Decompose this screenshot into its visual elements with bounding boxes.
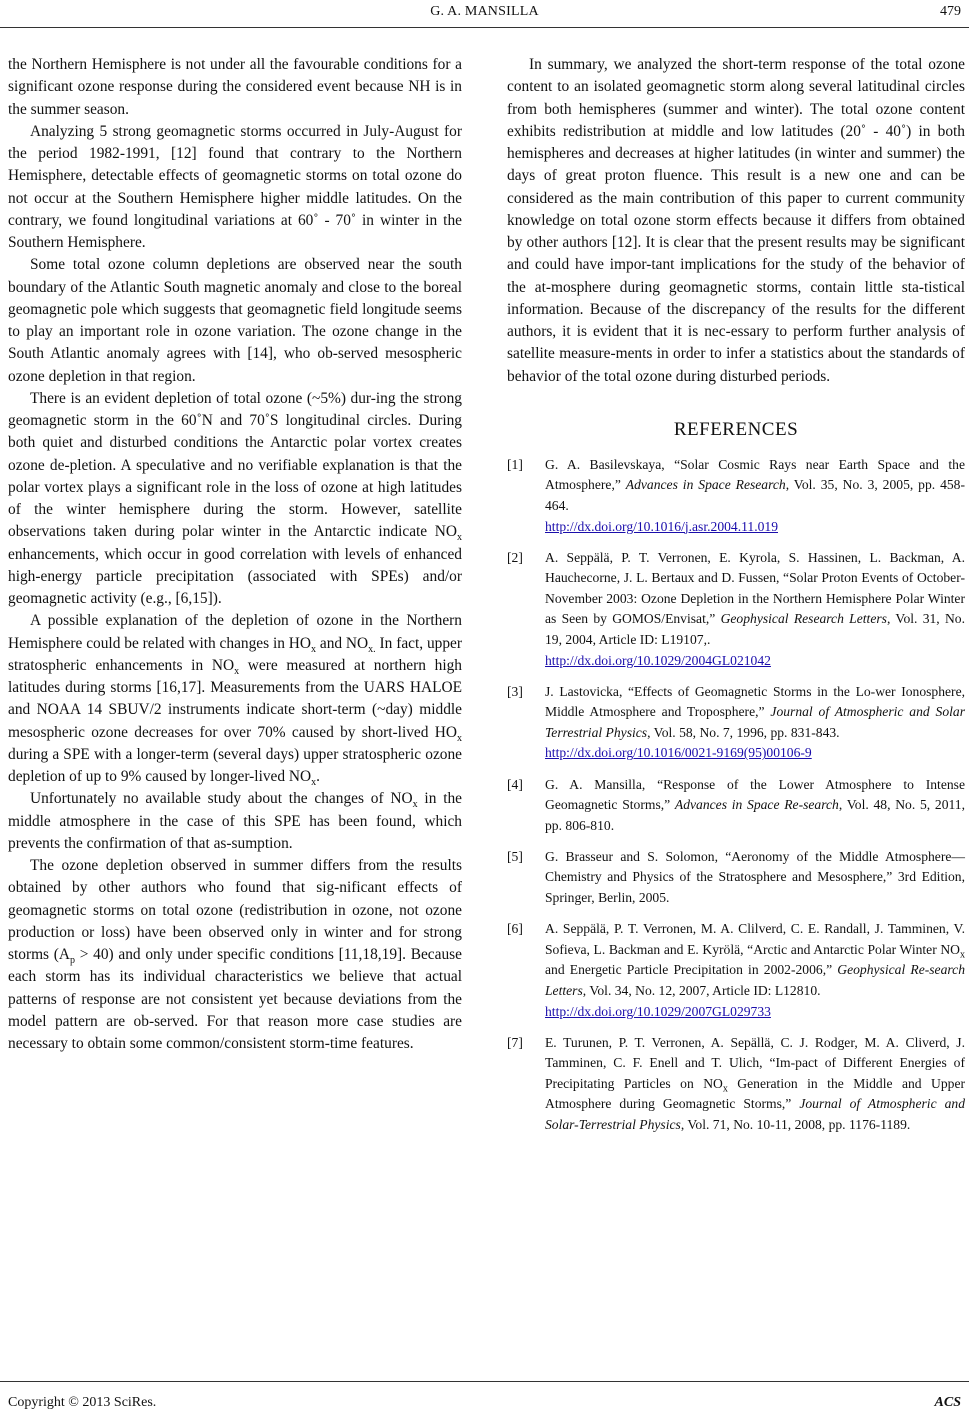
- reference-subscript: x: [722, 1083, 728, 1095]
- reference-authors-title: A. Seppälä, P. T. Verronen, M. A. Clilverd, C. E. Randall, J. Tamminen, V. Sofieva, L. Backman and E. Kyrölä, “Arctic and Antarctic Polar Winter NO: [545, 921, 965, 957]
- page-footer: [0, 1381, 969, 1415]
- page-header: [0, 0, 969, 30]
- header-rule: [0, 27, 969, 28]
- reference-item: [507, 548, 965, 672]
- reference-number: [7]: [507, 1034, 523, 1050]
- reference-number: [6]: [507, 921, 523, 937]
- reference-text: [545, 548, 965, 672]
- running-author: G. A. MANSILLA: [430, 4, 539, 19]
- reference-doi-link[interactable]: http://dx.doi.org/10.1016/0021-9169(95)00106-9: [545, 745, 812, 761]
- reference-text: [545, 775, 965, 837]
- reference-details: , Vol. 34, No. 12, 2007, Article ID: L12810.: [582, 982, 821, 998]
- reference-number: [5]: [507, 848, 523, 864]
- reference-text: [545, 847, 965, 909]
- reference-details: , Vol. 58, No. 7, 1996, pp. 831-843.: [647, 724, 840, 740]
- references-heading: REFERENCES: [673, 418, 799, 440]
- reference-journal: Journal of Atmospheric and Solar-Terrestrial Physics: [545, 1096, 965, 1132]
- paragraph: The ozone depletion observed in summer differs from the results obtained by other authors who found that sig-nificant effects of geomagnetic storms on total ozone (redistribution in ozone, not ozone production or loss) have been observed only in winter and for strong storms $(A_p > 40)$ and only under specific conditions [11,18,19]. Because each storm has its individual characteristics we believe that actual patterns of response are not consistent yet because deviations from the model pattern are ob-served. For that reason more case studies are necessary to obtain some common/consistent storm-time features.: [8, 857, 462, 1052]
- journal-abbreviation: ACS: [934, 1395, 961, 1410]
- reference-details: , Vol. 35, No. 3, 2005, pp. 458-464.: [545, 477, 965, 513]
- reference-text: [545, 1033, 965, 1136]
- reference-text: [545, 682, 965, 764]
- paragraph: Unfortunately no available study about the changes of $NO_x$ in the middle atmosphere in the case of this SPE has been found, which prevents the confirmation of that as-sumption.: [8, 790, 462, 852]
- reference-details: , Vol. 31, No. 19, 2004, Article ID: L19107,.: [545, 611, 965, 647]
- summary-paragraph: In summary, we analyzed the short-term response of the total ozone content to an isolated geomagnetic storm along several latitudinal circles from both hemispheres (summer and winter). The total ozone content exhibits redistribution at middle and low latitudes (20˚ - 40˚) in both hemispheres and decreases at higher latitudes (in winter and summer) the days of great proton fluence. This result is a new one and can be considered as the main contribution of this paper to current community knowledge on total ozone storm effects because it differs from obtained by other authors [12]. It is clear that the present results may be significant and could have impor-tant implications for the study of the behavior of the at-mosphere during geomagnetic storms, contain little sta-tistical information. Because of the discrepancy of the results for the different authors, it is evident that it is nec-essary to perform further analysis of satellite measure-ments in order to infer a statistics about the standards of behavior of the total ozone during disturbed periods.: [507, 56, 965, 385]
- reference-authors-title: A. Seppälä, P. T. Verronen, E. Kyrola, S. Hassinen, L. Backman, A. Hauchecorne, J. L. Bertaux and D. Fussen, “Solar Proton Events of October-November 2003: Ozone Depletion in the Northern Hemisphere Polar Winter as Seen by GOMOS/Envisat,”: [545, 549, 965, 627]
- copyright: Copyright © 2013 SciRes.: [8, 1395, 157, 1410]
- page-number: 479: [940, 4, 961, 19]
- reference-journal: Journal of Atmospheric and Solar Terrestrial Physics: [545, 704, 965, 740]
- paragraph: the Northern Hemisphere is not under all the favourable conditions for a significant ozone response during the considered event because NH is in the summer season.: [8, 56, 462, 118]
- reference-doi-link[interactable]: http://dx.doi.org/10.1029/2007GL029733: [545, 1003, 771, 1019]
- reference-authors-title: G. A. Basilevskaya, “Solar Cosmic Rays near Earth Space and the Atmosphere,”: [545, 456, 965, 493]
- reference-title-cont: and Energetic Particle Precipitation in 2002-2006,”: [545, 962, 838, 978]
- reference-doi-link[interactable]: http://dx.doi.org/10.1029/2004GL021042: [545, 652, 771, 668]
- reference-details: , Vol. 48, No. 5, 2011, pp. 806-810.: [545, 797, 965, 833]
- reference-journal: Advances in Space Research: [625, 477, 786, 493]
- reference-authors-title: G. Brasseur and S. Solomon, “Aeronomy of the Middle Atmosphere—Chemistry and Physics of the Stratosphere and Mesosphere,” 3rd Edition, Springer, Berlin, 2005.: [545, 848, 965, 906]
- paragraph: A possible explanation of the depletion of ozone in the Northern Hemisphere could be related with changes in $HO_x$ and $NO_{x.}$ In fact, upper stratospheric enhancements in $NO_x$ were measured at northern high latitudes during storms [16,17]. Measurements from the UARS HALOE and NOAA 14 SBUV/2 instruments indicate short-term (~day) middle mesospheric ozone decreases for over 70% caused by short-lived $HO_x$ during a SPE with a longer-term (several days) upper stratospheric ozone depletion of up to 9% caused by longer-lived $NO_x$.: [8, 612, 462, 789]
- reference-item: [507, 682, 965, 764]
- reference-subscript: x: [960, 949, 965, 961]
- paragraph: Analyzing 5 strong geomagnetic storms occurred in July-August for the period 1982-1991, [12] found that contrary to the Northern Hemisphere, detectable effects of geomagnetic storms on total ozone do not occur at the Southern Hemisphere higher middle latitudes. On the contrary, we found longitudinal variations at 60˚ - 70˚ in winter in the Southern Hemisphere.: [8, 122, 462, 251]
- reference-item: [507, 455, 965, 537]
- reference-journal: Geophysical Research Letters: [720, 611, 887, 627]
- reference-item: [507, 1033, 965, 1136]
- reference-item: [507, 919, 965, 1022]
- reference-number: [1]: [507, 456, 523, 472]
- left-column: [8, 54, 462, 1055]
- reference-doi-link[interactable]: http://dx.doi.org/10.1016/j.asr.2004.11.019: [545, 518, 778, 534]
- reference-authors-title: G. A. Mansilla, “Response of the Lower Atmosphere to Intense Geomagnetic Storms,”: [545, 776, 965, 813]
- reference-authors-title: E. Turunen, P. T. Verronen, A. Sepällä, C. J. Rodger, M. A. Cliverd, J. Tamminen, C. F. Enell and T. Ulich, “Im-pact of Different Energies of Precipitating Particles on NO: [545, 1034, 965, 1091]
- reference-text: [545, 919, 965, 1022]
- right-column: [507, 54, 965, 1146]
- reference-item: [507, 847, 965, 909]
- reference-number: [4]: [507, 776, 523, 792]
- paragraph: Some total ozone column depletions are observed near the south boundary of the Atlantic South magnetic anomaly and close to the boreal geomagnetic pole which suggests that geomagnetic field longitude seems to play an important role in ozone variation. The ozone change in the South Atlantic anomaly agrees with [14], who ob-served mesospheric ozone depletion in that region.: [8, 256, 462, 385]
- reference-journal: Geophysical Re-search Letters: [545, 962, 965, 998]
- reference-text: [545, 455, 965, 537]
- reference-journal: Advances in Space Re-search: [674, 797, 839, 813]
- reference-authors-title: J. Lastovicka, “Effects of Geomagnetic Storms in the Lo-wer Ionosphere, Middle Atmosphere and Troposphere,”: [545, 683, 965, 720]
- footer-rule: [0, 1381, 969, 1382]
- reference-number: [3]: [507, 683, 523, 699]
- reference-title-cont: Generation in the Middle and Upper Atmosphere during Geomagnetic Storms,”: [545, 1075, 965, 1112]
- reference-item: [507, 775, 965, 837]
- reference-number: [2]: [507, 549, 523, 565]
- reference-list: [507, 455, 965, 1136]
- paragraph: There is an evident depletion of total ozone (~5%) dur-ing the strong geomagnetic storm in the 60˚N and 70˚S longitudinal circles. During both quiet and disturbed conditions the Antarctic polar vortex creates ozone de-pletion. A speculative and no verifiable explanation is that the polar vortex plays a significant role in the loss of ozone at high latitudes of the winter hemisphere during the storm. However, satellite observations taken during polar winter in the Antarctic indicate $NO_x$ enhancements, which occur in good correlation with levels of enhanced high-energy particle precipitation (associated with SPEs) and/or geomagnetic activity (e.g., [6,15]).: [8, 389, 462, 607]
- reference-details: , Vol. 71, No. 10-11, 2008, pp. 1176-1189.: [680, 1116, 911, 1132]
